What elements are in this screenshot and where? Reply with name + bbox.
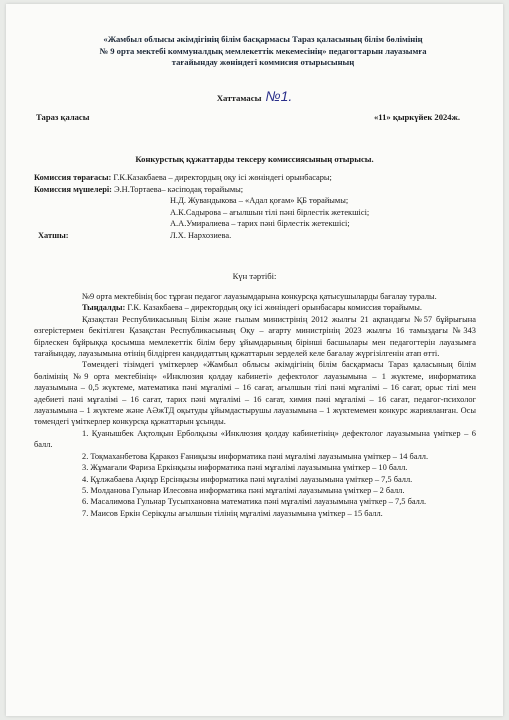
- candidate-item: 2. Тоқмаханбетова Қаракөз Ғаниқызы информатика пәні мұғалімі лауазымына үміткер – 14 балл.: [82, 451, 429, 461]
- member-item: Н.Д. Жувандыкова – «Адал қоғам» ҚБ төрайымы;: [170, 196, 349, 206]
- protocol-label: Хаттамасы: [216, 93, 262, 103]
- member-item: А.К.Садырова – ағылшын тілі пәні бірлестік жетекшісі;: [170, 207, 370, 217]
- date: «11» қыркүйек 2024ж.: [374, 112, 460, 122]
- listened-paragraph: [34, 302, 476, 313]
- candidate-item: 4. Құлжабаева Ақнұр Ерсінқызы информатика пәні мұғалімі лауазымына үміткер – 7,5 балл.: [82, 474, 413, 484]
- listened-text: Г.К. Казакбаева – директордың оқу ісі жөніндегі орынбасары комиссия төрайымы.: [127, 303, 422, 313]
- header-line-3: тағайындау жөніндегі коммисия отырысының: [171, 57, 355, 68]
- paragraph-1: Қазақстан Республикасының Білім және ғылым министрінің 2012 жылғы 21 ақпандағы №57 бұйрығына өзгерістермен бекітілген Қазақстан Республикасының Оқу – ағарту министрінің 2023 жылғы 16 тамыздағы №343 бірлескен бұйрыққа қосымша мемлекеттік білім беру ұйымдарының бірінші басшылары мен педагогтерін лауазымға тағайындау, лауазымына өтінің білдірген кандидаттың құжаттарын зерделей келе бағалау жүргізілгенін атап өтті.: [34, 314, 476, 359]
- document-page: [6, 4, 503, 716]
- chair-name: Г.К.Казакбаева – директордың оқу ісі жөніндегі орынбасары;: [113, 173, 332, 182]
- secretary-name: Л.Х. Нархозиева.: [170, 230, 232, 240]
- candidate-item: 1. Қуанышбек Ақтолқын Ерболқызы «Инклюзия қолдау кабинетінің» дефектолог лауазымына үміткер – 6 балл.: [34, 428, 476, 450]
- chair-label: Комиссия төрағасы:: [34, 173, 112, 182]
- header-line-2: № 9 орта мектебі коммуналдық мемлекеттік мекемесінің» педагогтарын лауазымға: [99, 45, 427, 56]
- commission-roles: [34, 172, 369, 242]
- agenda-item: №9 орта мектебінің бос тұрған педагог лауазымдарына конкурсқа қатысушыларды бағалау туралы.: [82, 292, 437, 301]
- chair-row: [34, 172, 369, 184]
- secretary-row: [34, 230, 369, 242]
- members-label: Комиссия мүшелері:: [34, 184, 112, 194]
- header-line-1: «Жамбыл облысы әкімдігінің білім басқармасы Тараз қаласының білім бөлімінің: [103, 34, 423, 44]
- candidate-list: [34, 428, 476, 519]
- member-item: А.А.Умиралиева – тарих пәні бірлестік жетекшісі;: [170, 219, 350, 229]
- document-header: [68, 34, 458, 69]
- candidate-item: 5. Молданова Гульнар Илесовна информатика пәні мұғалімі лауазымына үміткер – 2 балл.: [82, 485, 405, 495]
- meeting-title: Конкурстық құжаттарды тексеру комиссиясының отырысы.: [135, 154, 374, 164]
- candidate-item: 6. Масалимова Гульнар Тусыпхановна математика пәні мұғалімі лауазымына үміткер – 7,5 балл.: [82, 497, 427, 507]
- candidate-item: 7. Маисов Еркін Серікұлы ағылшын тілінің мұғалімі лауазымына үміткер – 15 балл.: [82, 508, 383, 518]
- protocol-title: [6, 88, 503, 104]
- protocol-number: №1.: [265, 88, 293, 104]
- agenda-heading: Күн тәртібі:: [232, 271, 277, 281]
- city: Тараз қаласы: [36, 112, 90, 122]
- listened-label: Тыңдалды:: [82, 303, 126, 313]
- member-item: Э.Н.Тортаева– кәсіподақ төрайымы;: [114, 184, 244, 194]
- members-row: [34, 184, 369, 196]
- document-body: [34, 291, 476, 519]
- paragraph-2: Төмендегі тізімдегі үміткерлер «Жамбыл облысы әкімдігінің білім басқармасы Тараз қаласының білім бөлімінің №9 орта мектебінің» «Инклюзия қолдау кабинеті» дефектолог лауазымына – 1 жүктеме, информатика лауазымына – 0,5 жүктеме, математика пәні мұғалімі – 16 сағат, ағылшын тілі пәні мұғалімі – 16 сағат, орыс тілі мен әдебиеті пәні мұғалімі – 16 сағат, тарих пәні мұғалімі – 16 сағат, химия пәні мұғалімі – 16 сағат, педагог-психолог лауазымына – 1 жүктеме және АӘжТД оқытуды ұйымдастырушы лауазымына – 1 жүктемемен конкурс жарияланған. Осы төмендегі үміткерлер конкурсқа құжаттарын ұсынды.: [34, 360, 476, 427]
- candidate-item: 3. Жұмағали Фариза Еркінқызы информатика пәні мұғалімі лауазымына үміткер – 10 балл.: [82, 463, 408, 473]
- secretary-label: Хатшы:: [38, 230, 69, 240]
